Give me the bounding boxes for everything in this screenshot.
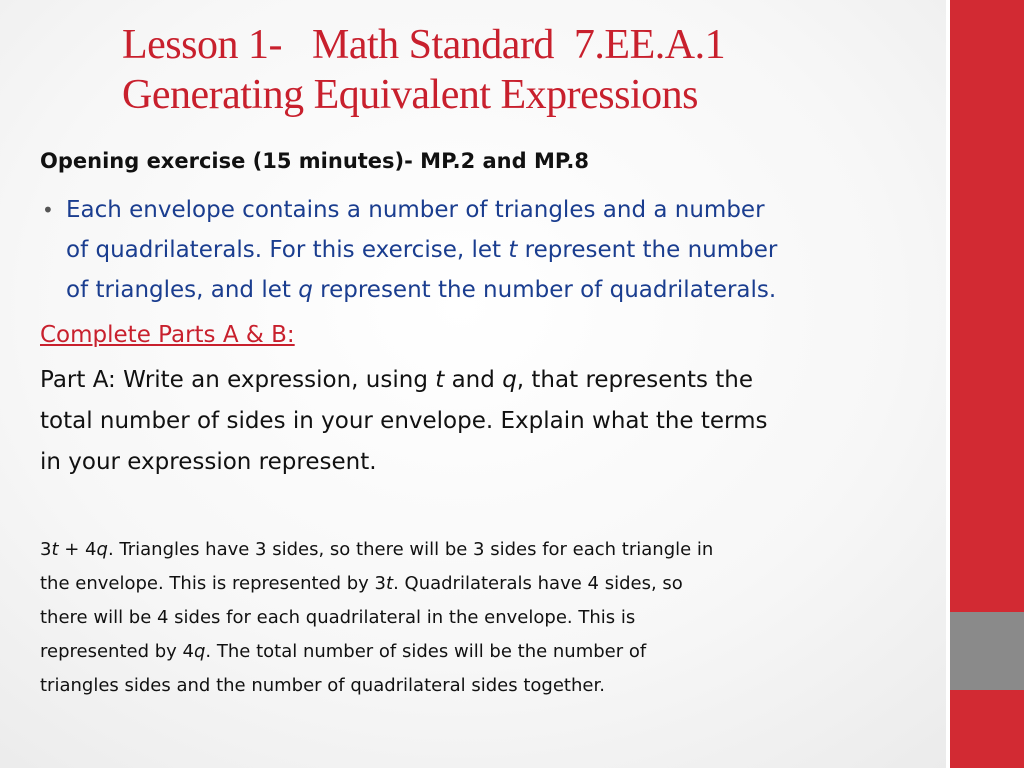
variable-q: q	[193, 641, 206, 662]
exercise-heading: Opening exercise (15 minutes)- MP.2 and MP.8	[40, 149, 589, 173]
part-a-line-2: total number of sides in your envelope. Explain what the terms	[40, 408, 768, 434]
part-a-text: and	[444, 367, 503, 393]
answer-text: . Triangles have 3 sides, so there will be 3 sides for each triangle in	[107, 539, 714, 560]
bullet-text: represent the number of quadrilaterals.	[312, 277, 777, 303]
answer-text: + 4	[58, 539, 97, 560]
variable-t: t	[435, 367, 445, 393]
answer-text: . Quadrilaterals have 4 sides, so	[393, 573, 683, 594]
variable-t: t	[508, 237, 518, 263]
variable-q: q	[502, 367, 517, 393]
part-a-answer	[40, 533, 930, 703]
slide-title	[122, 20, 922, 120]
variable-t: t	[386, 573, 394, 594]
answer-line-1	[40, 533, 930, 567]
bullet-line-2	[66, 230, 930, 270]
sidebar-gray-block	[950, 612, 1024, 690]
complete-parts-label: Complete Parts A & B:	[40, 322, 295, 348]
sidebar-red-block-bottom	[950, 690, 1024, 768]
bullet-text: of triangles, and let	[66, 277, 299, 303]
answer-line-2	[40, 567, 930, 601]
bullet-text: Each envelope contains a number of triangles and a number	[66, 197, 765, 223]
answer-line-3: there will be 4 sides for each quadrilateral in the envelope. This is	[40, 607, 636, 628]
variable-t: t	[51, 539, 59, 560]
bullet-line-1	[66, 190, 930, 230]
title-line-1: Lesson 1- Math Standard 7.EE.A.1	[122, 22, 726, 68]
title-line-2: Generating Equivalent Expressions	[122, 72, 699, 118]
part-a-line-3: in your expression represent.	[40, 449, 377, 475]
answer-text: 3	[40, 539, 52, 560]
part-a-line-1	[40, 360, 930, 401]
part-a-text: Part A: Write an expression, using	[40, 367, 436, 393]
envelope-bullet	[40, 190, 930, 310]
answer-text: the envelope. This is represented by 3	[40, 573, 387, 594]
variable-q: q	[298, 277, 313, 303]
bullet-line-3	[66, 270, 930, 310]
slide-content	[40, 146, 930, 703]
part-a-prompt	[40, 360, 930, 483]
answer-text: represented by 4	[40, 641, 194, 662]
variable-q: q	[96, 539, 108, 560]
answer-text: . The total number of sides will be the number of	[205, 641, 647, 662]
answer-line-4	[40, 635, 930, 669]
part-a-text: , that represents the	[516, 367, 754, 393]
bullet-text: represent the number	[517, 237, 778, 263]
sidebar-red-block-top	[950, 0, 1024, 612]
bullet-icon: •	[42, 198, 54, 222]
answer-line-5: triangles sides and the number of quadrilateral sides together.	[40, 675, 605, 696]
bullet-text: of quadrilaterals. For this exercise, let	[66, 237, 509, 263]
decorative-sidebar	[950, 0, 1024, 768]
